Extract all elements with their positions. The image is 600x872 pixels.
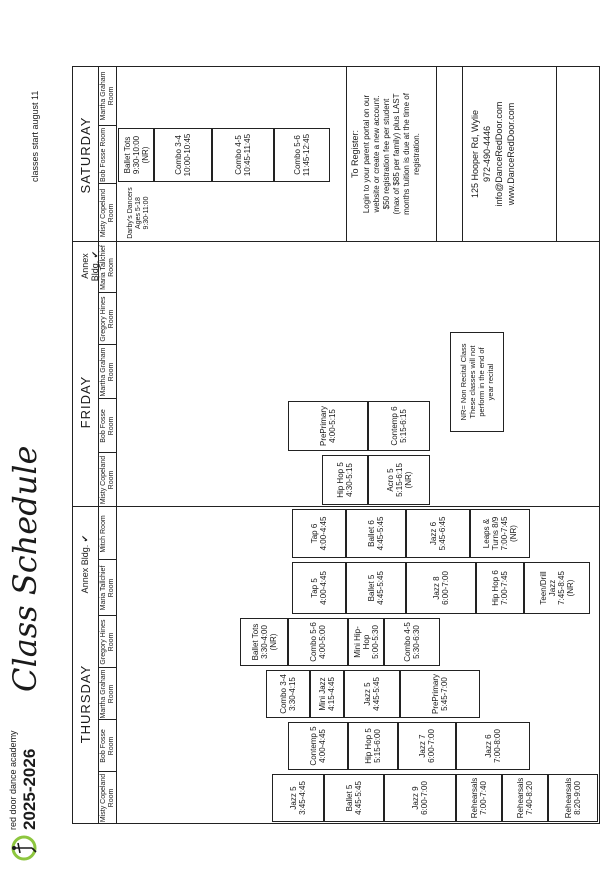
class-block: Teen/Drill Jazz 7:45-8:45 (NR) bbox=[524, 562, 590, 614]
class-block: Ballet 6 4:45-5:45 bbox=[346, 509, 406, 558]
class-block: Tap 5 4:00-4:45 bbox=[292, 562, 346, 614]
class-block: Ballet Tots 9:30-10:00 (NR) bbox=[118, 128, 154, 182]
dancer-logo-icon bbox=[10, 834, 38, 862]
class-block: Mini Hip-Hop 5:00-5:30 bbox=[348, 618, 384, 666]
class-block: Ballet 5 4:45-5:45 bbox=[346, 562, 406, 614]
class-block: Combo 3-4 10:00-10:45 bbox=[154, 128, 212, 182]
room-header: Misty Copeland Room bbox=[100, 455, 115, 505]
day-saturday: SATURDAY bbox=[78, 116, 93, 194]
class-block: Rehearsals 7:00-7:40 bbox=[456, 774, 502, 822]
room-header: Maria Tallchief Room bbox=[100, 565, 115, 611]
day-thursday: THURSDAY bbox=[78, 664, 93, 744]
room-header: Gregory Hines Room bbox=[100, 296, 115, 342]
class-block: Jazz 8 6:00-7:00 bbox=[406, 562, 476, 614]
class-block: Contemp 6 5:15-6:15 bbox=[368, 401, 430, 451]
class-block: Leaps & Turns 8/9 7:00-7:45 (NR) bbox=[470, 509, 530, 558]
class-block: Hip Hop 5 5:15-6:00 bbox=[348, 722, 398, 770]
room-header: Bob Fosse Room bbox=[100, 127, 107, 183]
class-block: Rehearsals 7:40-8:20 bbox=[502, 774, 548, 822]
class-block: Jazz 6 5:45-6:45 bbox=[406, 509, 470, 558]
register-heading: To Register: bbox=[350, 129, 360, 179]
room-header: Misty Copeland Room bbox=[100, 188, 115, 238]
class-block: Mini Jazz 4:15-4:45 bbox=[310, 670, 344, 718]
contact-address: 125 Hooper Rd, Wylie bbox=[470, 110, 480, 198]
annex-label-thursday: Annex Bldg. ✔ bbox=[80, 534, 90, 594]
class-block: Jazz 6 7:00-8:00 bbox=[456, 722, 530, 770]
class-block: Hip Hop 6 7:00-7:45 bbox=[476, 562, 524, 614]
day-friday: FRIDAY bbox=[78, 375, 93, 429]
contact-website[interactable]: www.DanceRedDoor.com bbox=[506, 102, 516, 206]
room-header: Bob Fosse Room bbox=[100, 409, 115, 443]
contact-phone: 972-490-4446 bbox=[482, 125, 492, 183]
class-block: Rehearsals 8:20-9:00 bbox=[548, 774, 598, 822]
class-block: Combo 3-4 3:30-4:15 bbox=[266, 670, 310, 718]
room-header: Martha Graham Room bbox=[100, 71, 115, 121]
academy-name: red door dance academy bbox=[8, 730, 18, 830]
class-block: PrePrimary 4:00-5:15 bbox=[288, 401, 368, 451]
nr-note: NR= Non Recital Class These classes will not perform in the end of year recital bbox=[450, 332, 504, 432]
class-block: Tap 6 4:00-4:45 bbox=[292, 509, 346, 558]
class-block: Ballet 5 4:45-5:45 bbox=[324, 774, 384, 822]
page-title: Class Schedule bbox=[6, 445, 44, 692]
school-year: 2025-2026 bbox=[20, 748, 39, 830]
class-block: Contemp 5 4:00-4:45 bbox=[288, 722, 348, 770]
annex-label-friday: Annex Bldg. ✔ bbox=[80, 250, 100, 282]
logo bbox=[10, 834, 38, 862]
room-header: Martha Graham Room bbox=[100, 669, 115, 719]
register-body: Login to your parent portal on our website or create a new account. $50 registration fee per student (max of $85 per family) plus LAST months tuition is due at the time of registration. bbox=[362, 93, 421, 215]
contact-email[interactable]: info@DanceRedDoor.com bbox=[494, 101, 504, 207]
check-arrow-icon: ✔ bbox=[90, 250, 100, 259]
class-block: Combo 4-5 10:45-11:45 bbox=[212, 128, 274, 182]
class-block: Hip Hop 5 4:30-5:15 bbox=[322, 455, 368, 505]
class-block: Combo 4-5 5:30-6:30 bbox=[384, 618, 440, 666]
class-block: Combo 5-6 11:45-12:45 bbox=[274, 128, 330, 182]
class-block: Jazz 7 6:00-7:00 bbox=[398, 722, 456, 770]
room-header: Mitch Room bbox=[100, 515, 107, 553]
room-header: Martha Graham Room bbox=[100, 347, 115, 397]
check-arrow-icon: ✔ bbox=[80, 534, 90, 543]
class-block: Jazz 5 3:45-4:45 bbox=[272, 774, 324, 822]
class-block: PrePrimary 5:45-7:00 bbox=[400, 670, 480, 718]
room-header: Gregory Hines Room bbox=[100, 619, 115, 665]
room-header: Misty Copeland Room bbox=[100, 773, 115, 823]
room-header: Maria Tallchief Room bbox=[100, 245, 115, 290]
class-block: Ballet Tots 3:30-4:00 (NR) bbox=[240, 618, 288, 666]
class-block: Jazz 9 6:00-7:00 bbox=[384, 774, 456, 822]
class-block: Jazz 5 4:45-5:45 bbox=[344, 670, 400, 718]
class-block: Acro 5 5:15-6:15 (NR) bbox=[368, 455, 430, 505]
class-block: Combo 5-6 4:00-5:00 bbox=[288, 618, 348, 666]
room-header: Bob Fosse Room bbox=[100, 729, 115, 763]
start-note: classes start august 11 bbox=[30, 90, 40, 182]
class-block: Darby's Dancers Ages 5-18 9:30-11:00 bbox=[127, 187, 150, 239]
